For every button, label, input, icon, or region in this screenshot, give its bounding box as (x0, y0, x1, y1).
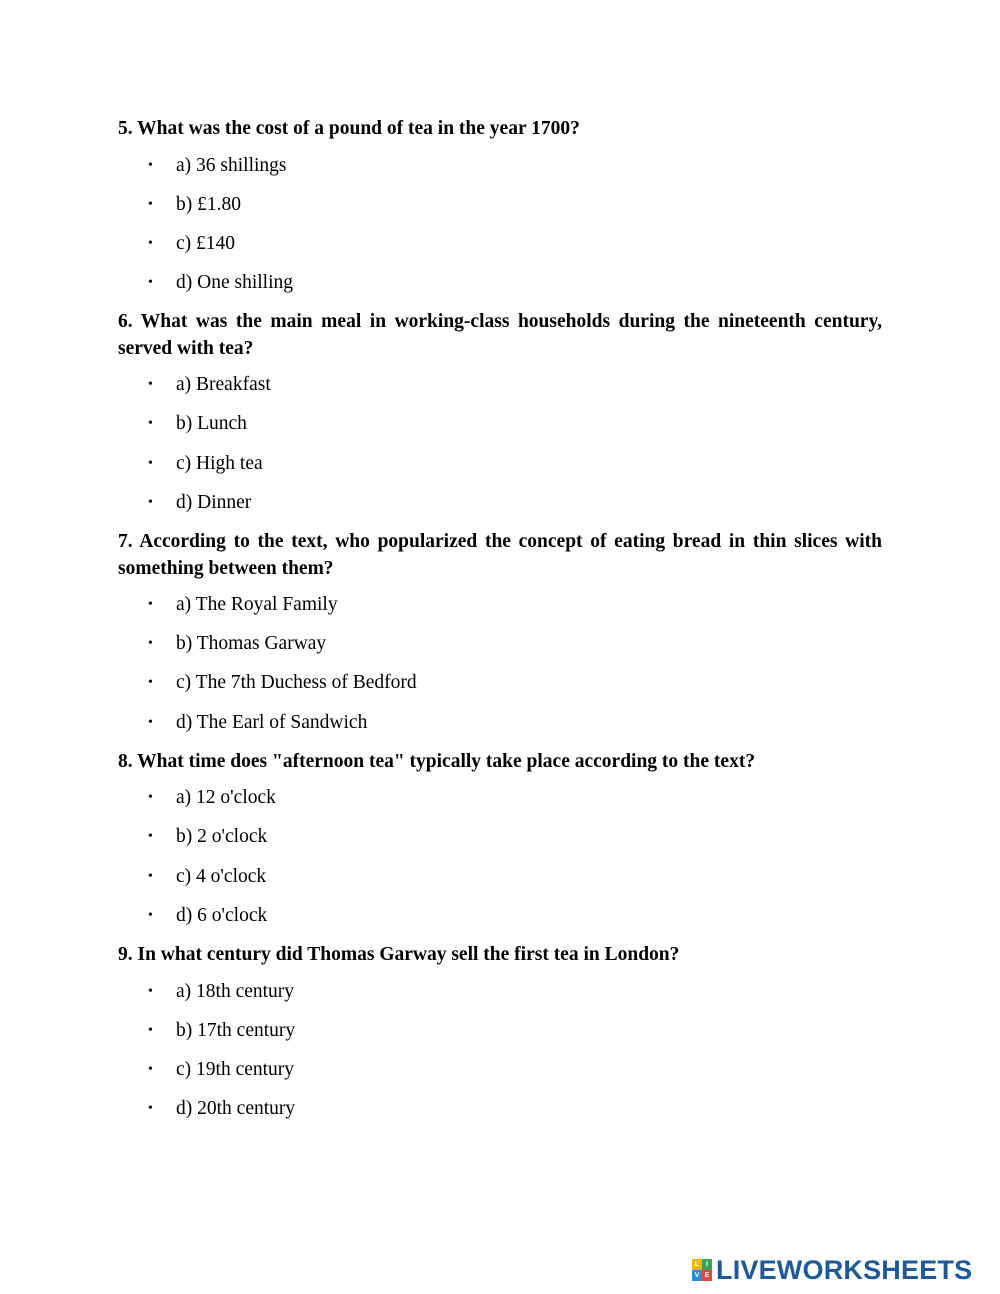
question-block-6 (118, 309, 882, 516)
answer-option[interactable] (118, 864, 882, 890)
question-text: 5. What was the cost of a pound of tea in the year 1700? (118, 118, 580, 139)
option-label: c) High tea (176, 452, 263, 474)
bullet-icon: • (148, 377, 153, 393)
option-label: d) One shilling (176, 272, 293, 294)
logo-text: LIVEWORKSHEETS (716, 1255, 973, 1285)
answer-option[interactable] (118, 592, 882, 618)
bullet-icon: • (148, 235, 153, 251)
answer-options (118, 372, 882, 516)
answer-option[interactable] (118, 231, 882, 257)
answer-option[interactable] (118, 631, 882, 657)
question-text: 6. What was the main meal in working-class households during the nineteenth century, served with tea? (118, 311, 882, 359)
answer-option[interactable] (118, 903, 882, 929)
option-label: b) Thomas Garway (176, 633, 327, 655)
question-block-9 (118, 942, 882, 1122)
bullet-icon: • (148, 675, 153, 691)
option-label: a) 36 shillings (176, 154, 287, 176)
bullet-icon: • (148, 416, 153, 432)
answer-option[interactable] (118, 153, 882, 179)
liveworksheets-logo (692, 1255, 972, 1285)
option-label: b) £1.80 (176, 193, 241, 215)
option-label: b) 2 o'clock (176, 826, 268, 848)
answer-options (118, 153, 882, 297)
bullet-icon: • (148, 494, 153, 510)
answer-option[interactable] (118, 785, 882, 811)
bullet-icon: • (148, 455, 153, 471)
bullet-icon: • (148, 636, 153, 652)
bullet-icon: • (148, 275, 153, 291)
bullet-icon: • (148, 790, 153, 806)
worksheet-page (118, 116, 882, 1135)
option-label: b) 17th century (176, 1019, 296, 1041)
option-label: c) 4 o'clock (176, 865, 267, 887)
answer-option[interactable] (118, 270, 882, 296)
option-label: d) 6 o'clock (176, 904, 268, 926)
bullet-icon: • (148, 829, 153, 845)
option-label: c) The 7th Duchess of Bedford (176, 672, 417, 694)
option-label: a) 12 o'clock (176, 787, 276, 809)
bullet-icon: • (148, 907, 153, 923)
bullet-icon: • (148, 1022, 153, 1038)
question-block-7 (118, 529, 882, 736)
bullet-icon: • (148, 1061, 153, 1077)
answer-option[interactable] (118, 490, 882, 516)
option-label: b) Lunch (176, 413, 247, 435)
answer-options (118, 785, 882, 929)
question-block-5 (118, 116, 882, 296)
option-label: d) 20th century (176, 1098, 296, 1120)
question-text: 9. In what century did Thomas Garway sell the first tea in London? (118, 944, 680, 965)
answer-option[interactable] (118, 670, 882, 696)
logo-mark-letter: I (702, 1259, 712, 1270)
bullet-icon: • (148, 196, 153, 212)
option-label: a) The Royal Family (176, 594, 338, 615)
option-label: a) 18th century (176, 980, 295, 1002)
answer-option[interactable] (118, 1057, 882, 1083)
question-block-8 (118, 749, 882, 929)
answer-option[interactable] (118, 824, 882, 850)
answer-options (118, 592, 882, 736)
answer-option[interactable] (118, 1096, 882, 1122)
bullet-icon: • (148, 1101, 153, 1117)
logo-mark-icon (692, 1259, 712, 1281)
bullet-icon: • (148, 983, 153, 999)
bullet-icon: • (148, 597, 153, 612)
question-text: 8. What time does "afternoon tea" typically take place according to the text? (118, 750, 756, 772)
bullet-icon: • (148, 868, 153, 884)
answer-option[interactable] (118, 372, 882, 398)
option-label: c) 19th century (176, 1058, 295, 1080)
answer-options (118, 979, 882, 1123)
answer-option[interactable] (118, 192, 882, 218)
question-text: 7. According to the text, who popularized the concept of eating bread in thin slices with something between them? (118, 531, 882, 579)
option-label: c) £140 (176, 232, 236, 254)
option-label: d) The Earl of Sandwich (176, 711, 368, 733)
logo-mark-letter: E (702, 1270, 712, 1281)
answer-option[interactable] (118, 451, 882, 477)
answer-option[interactable] (118, 979, 882, 1005)
option-label: a) Breakfast (176, 374, 271, 396)
answer-option[interactable] (118, 1018, 882, 1044)
answer-option[interactable] (118, 411, 882, 437)
logo-mark-letter: V (692, 1270, 702, 1281)
option-label: d) Dinner (176, 491, 252, 513)
bullet-icon: • (148, 714, 153, 730)
bullet-icon: • (148, 157, 153, 173)
answer-option[interactable] (118, 710, 882, 736)
logo-mark-letter: L (692, 1259, 702, 1270)
